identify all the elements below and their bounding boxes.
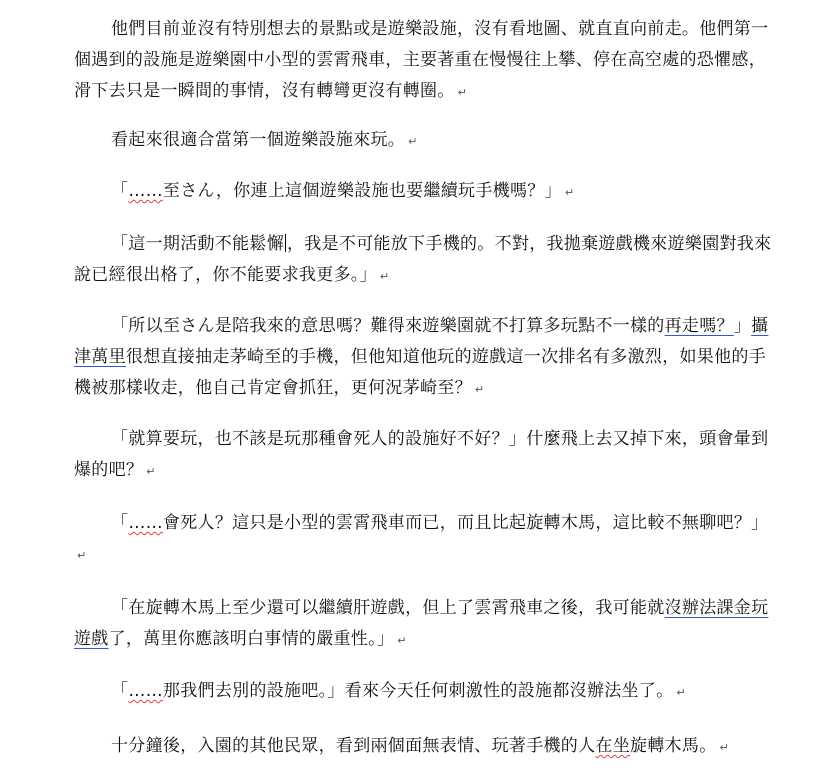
- spellcheck-flagged-text[interactable]: ……: [128, 513, 163, 533]
- paragraph-text-part: ，我是不可能放下手機的。不對，我拋棄遊戲機來遊樂園對我來說已經很出格了，你不能要求我更多。」: [74, 234, 772, 285]
- paragraph-text-part: 「所以至さん是陪我來的意思嗎？難得來遊樂園就不打算多玩點不一樣的: [111, 316, 665, 336]
- paragraph-text-part: 很想直接抽走茅崎至的手機，但他知道他玩的遊戲這一次排名有多激烈，如果他的手機被那樣收走，他自己肯定會抓狂，更何況茅崎至？: [74, 347, 767, 398]
- paragraph-3: [74, 176, 774, 208]
- paragraph-mark-icon: ↵: [397, 634, 407, 647]
- paragraph-8: [74, 593, 774, 656]
- text-cursor: [285, 234, 286, 252]
- paragraph-text-part: 至さん，你連上這個遊樂設施也要繼續玩手機嗎？」: [162, 181, 562, 201]
- paragraph-mark-icon: ↵: [379, 270, 390, 283]
- paragraph-2: [74, 125, 774, 157]
- paragraph-text-part: 旋轉木馬。: [630, 736, 717, 756]
- paragraph-mark-icon: ↵: [146, 465, 156, 478]
- paragraph-mark-icon: ↵: [474, 383, 485, 396]
- paragraph-text: 「就算要玩，也不該是玩那種會死人的設施好不好？」什麼飛上去又掉下來，頭會暈到爆的吧？: [74, 429, 769, 480]
- grammar-flagged-text[interactable]: 再走嗎？: [664, 316, 734, 336]
- paragraph-mark-icon: ↵: [676, 686, 686, 699]
- paragraph-1: [74, 14, 774, 108]
- paragraph-10: [74, 731, 774, 763]
- paragraph-text-part: 「這一期活動不能鬆懈: [111, 234, 284, 254]
- paragraph-text-part: 「在旋轉木馬上至少還可以繼續肝遊戲，但上了雲霄飛車之後，我可能就: [111, 598, 665, 618]
- paragraph-text-part: 「: [111, 181, 129, 201]
- paragraph-mark-icon: ↵: [457, 86, 468, 99]
- paragraph-4: [74, 229, 774, 292]
- paragraph-7: [74, 508, 774, 571]
- paragraph-mark-icon: ↵: [564, 186, 575, 199]
- grammar-flagged-text[interactable]: 沒辦法課金玩遊戲: [74, 598, 769, 649]
- paragraph-text-part: 「: [111, 513, 129, 533]
- paragraph-mark-icon: ↵: [77, 549, 87, 562]
- paragraph-text: 他們目前並沒有特別想去的景點或是遊樂設施，沒有看地圖、就直直向前走。他們第一個遇到的設施是遊樂園中小型的雲霄飛車，主要著重在慢慢往上攀、停在高空處的恐懼感，滑下去只是一瞬間的事情，沒有轉彎更沒有轉圈。: [74, 19, 769, 101]
- paragraph-6: [74, 424, 774, 487]
- spellcheck-flagged-text[interactable]: 在坐: [595, 736, 631, 756]
- paragraph-9: [74, 676, 774, 708]
- paragraph-mark-icon: ↵: [719, 741, 730, 754]
- paragraph-text-part: 了，萬里你應該明白事情的嚴重性。」: [108, 629, 395, 649]
- paragraph-text-part: 」: [733, 316, 752, 336]
- spellcheck-flagged-text[interactable]: ……: [128, 181, 163, 201]
- paragraph-mark-icon: ↵: [408, 135, 418, 148]
- paragraph-text-part: 「: [111, 681, 129, 701]
- grammar-flagged-name[interactable]: 攝津萬里: [74, 316, 769, 367]
- paragraph-5: [74, 311, 774, 405]
- paragraph-text-part: 那我們去別的設施吧。」看來今天任何刺激性的設施都沒辦法坐了。: [162, 681, 674, 701]
- paragraph-text-part: 十分鐘後，入園的其他民眾，看到兩個面無表情、玩著手機的人: [111, 736, 596, 756]
- spellcheck-flagged-text[interactable]: ……: [128, 681, 163, 701]
- paragraph-text-part: 會死人？這只是小型的雲霄飛車而已，而且比起旋轉木馬，這比較不無聊吧？」: [162, 513, 769, 533]
- paragraph-text: 看起來很適合當第一個遊樂設施來玩。: [111, 130, 406, 150]
